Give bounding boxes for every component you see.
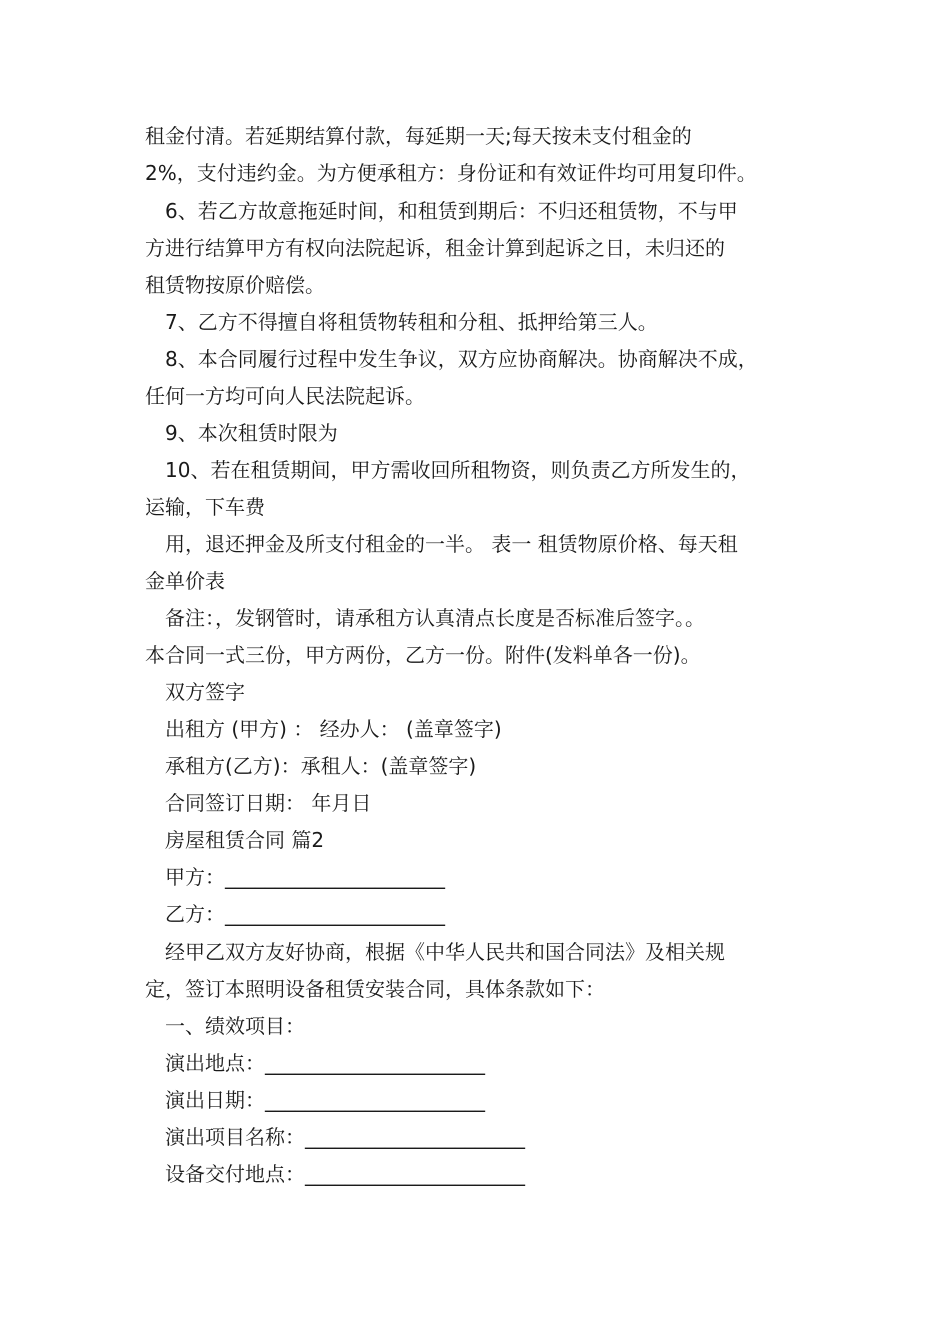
paragraph-line: 一、绩效项目： — [165, 1014, 305, 1038]
paragraph-line: 方进行结算甲方有权向法院起诉，租金计算到起诉之日，未归还的 — [145, 236, 725, 260]
paragraph-line: 设备交付地点：______________________ — [165, 1162, 525, 1186]
paragraph-line: 9、本次租赁时限为 — [165, 421, 338, 445]
paragraph-line: 甲方：______________________ — [165, 865, 445, 889]
paragraph-line: 用，退还押金及所支付租金的一半。 表一 租赁物原价格、每天租 — [165, 532, 738, 556]
paragraph-line: 6、若乙方故意拖延时间，和租赁到期后：不归还租赁物，不与甲 — [165, 199, 738, 223]
paragraph-line: 金单价表 — [145, 569, 225, 593]
paragraph-line: 经甲乙双方友好协商，根据《中华人民共和国合同法》及相关规 — [165, 940, 725, 964]
paragraph-line: 任何一方均可向人民法院起诉。 — [145, 384, 425, 408]
paragraph-line: 10、若在租赁期间，甲方需收回所租物资，则负责乙方所发生的， — [165, 458, 751, 482]
paragraph-line: 本合同一式三份，甲方两份，乙方一份。附件(发料单各一份)。 — [145, 643, 701, 667]
paragraph-line: 8、本合同履行过程中发生争议，双方应协商解决。协商解决不成， — [165, 347, 758, 371]
paragraph-line: 2%，支付违约金。为方便承租方：身份证和有效证件均可用复印件。 — [145, 161, 757, 185]
paragraph-line: 演出项目名称：______________________ — [165, 1125, 525, 1149]
paragraph-line: 定，签订本照明设备租赁安装合同，具体条款如下： — [145, 977, 605, 1001]
paragraph-line: 演出地点：______________________ — [165, 1051, 485, 1075]
paragraph-line: 运输，下车费 — [145, 495, 265, 519]
paragraph-line: 7、乙方不得擅自将租赁物转租和分租、抵押给第三人。 — [165, 310, 658, 334]
paragraph-line: 租赁物按原价赔偿。 — [145, 273, 325, 297]
paragraph-line: 乙方：______________________ — [165, 902, 445, 926]
paragraph-line: 备注：，发钢管时，请承租方认真清点长度是否标准后签字。。 — [165, 606, 705, 630]
paragraph-line: 承租方(乙方)：承租人：(盖章签字) — [165, 754, 477, 778]
paragraph-line: 双方签字 — [165, 680, 245, 704]
paragraph-line: 房屋租赁合同 篇2 — [165, 828, 325, 852]
paragraph-line: 合同签订日期： 年月日 — [165, 791, 372, 815]
paragraph-line: 演出日期：______________________ — [165, 1088, 485, 1112]
paragraph-line: 租金付清。若延期结算付款，每延期一天;每天按未支付租金的 — [145, 124, 692, 148]
paragraph-line: 出租方 (甲方) ： 经办人： (盖章签字) — [165, 717, 502, 741]
